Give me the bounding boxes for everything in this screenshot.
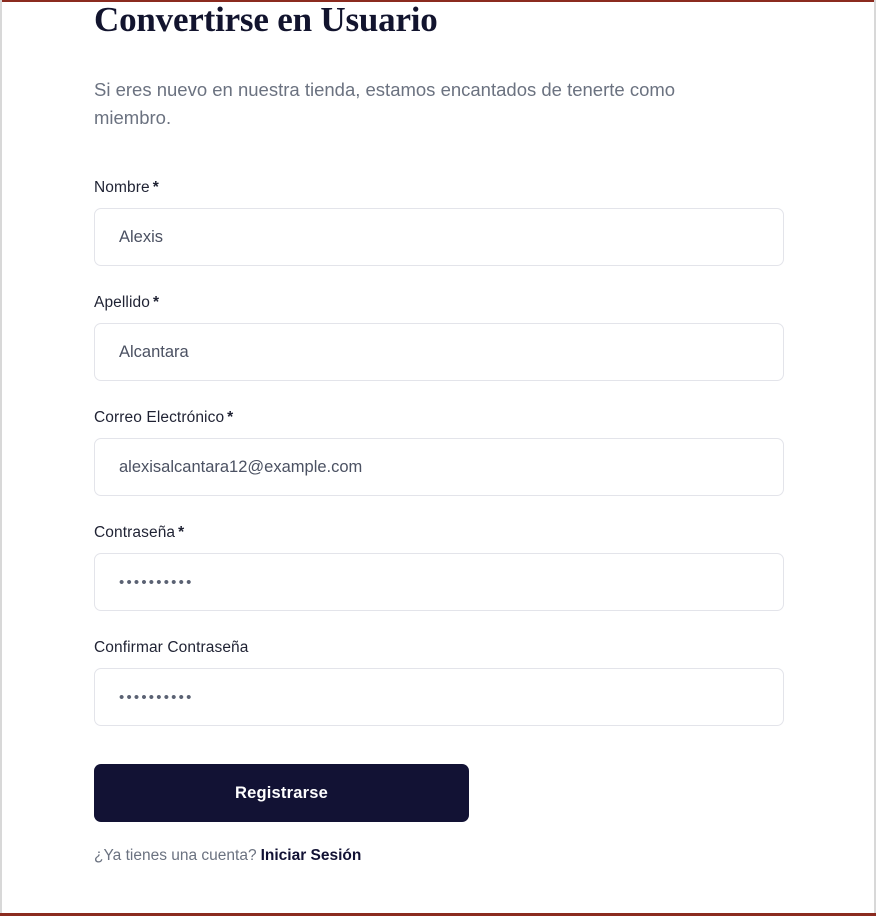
last-name-label-text: Apellido — [94, 294, 150, 311]
spacer — [94, 381, 784, 409]
password-input[interactable] — [94, 553, 784, 611]
register-button[interactable]: Registrarse — [94, 764, 469, 822]
submit-row — [94, 764, 784, 822]
email-input[interactable] — [94, 438, 784, 496]
first-name-label-text: Nombre — [94, 179, 150, 196]
confirm-password-label — [94, 639, 784, 657]
spacer — [94, 266, 784, 294]
first-name-input[interactable] — [94, 208, 784, 266]
confirm-password-input[interactable] — [94, 668, 784, 726]
login-link[interactable]: Iniciar Sesión — [260, 847, 362, 864]
last-name-input[interactable] — [94, 323, 784, 381]
last-name-required-mark: * — [152, 294, 160, 311]
field-last-name — [94, 294, 784, 381]
confirm-password-label-text: Confirmar Contraseña — [94, 639, 249, 656]
password-label-text: Contraseña — [94, 524, 176, 541]
spacer — [94, 611, 784, 639]
first-name-label — [94, 179, 784, 197]
password-label — [94, 524, 784, 542]
spacer — [94, 496, 784, 524]
email-required-mark: * — [227, 409, 234, 426]
first-name-required-mark: * — [152, 179, 159, 196]
field-email — [94, 409, 784, 496]
login-prompt-text: ¿Ya tienes una cuenta? — [94, 847, 257, 864]
field-password — [94, 524, 784, 611]
email-label — [94, 409, 784, 427]
register-card — [94, 0, 784, 865]
password-required-mark: * — [178, 524, 185, 541]
field-confirm-password — [94, 639, 784, 726]
page-title: Convertirse en Usuario — [94, 0, 438, 39]
registration-form — [94, 179, 784, 822]
field-first-name — [94, 179, 784, 266]
email-label-text: Correo Electrónico — [94, 409, 225, 426]
login-prompt-row — [94, 847, 784, 865]
last-name-label — [94, 294, 784, 312]
page-subtitle: Si eres nuevo en nuestra tienda, estamos encantados de tenerte como miembro. — [94, 79, 676, 128]
